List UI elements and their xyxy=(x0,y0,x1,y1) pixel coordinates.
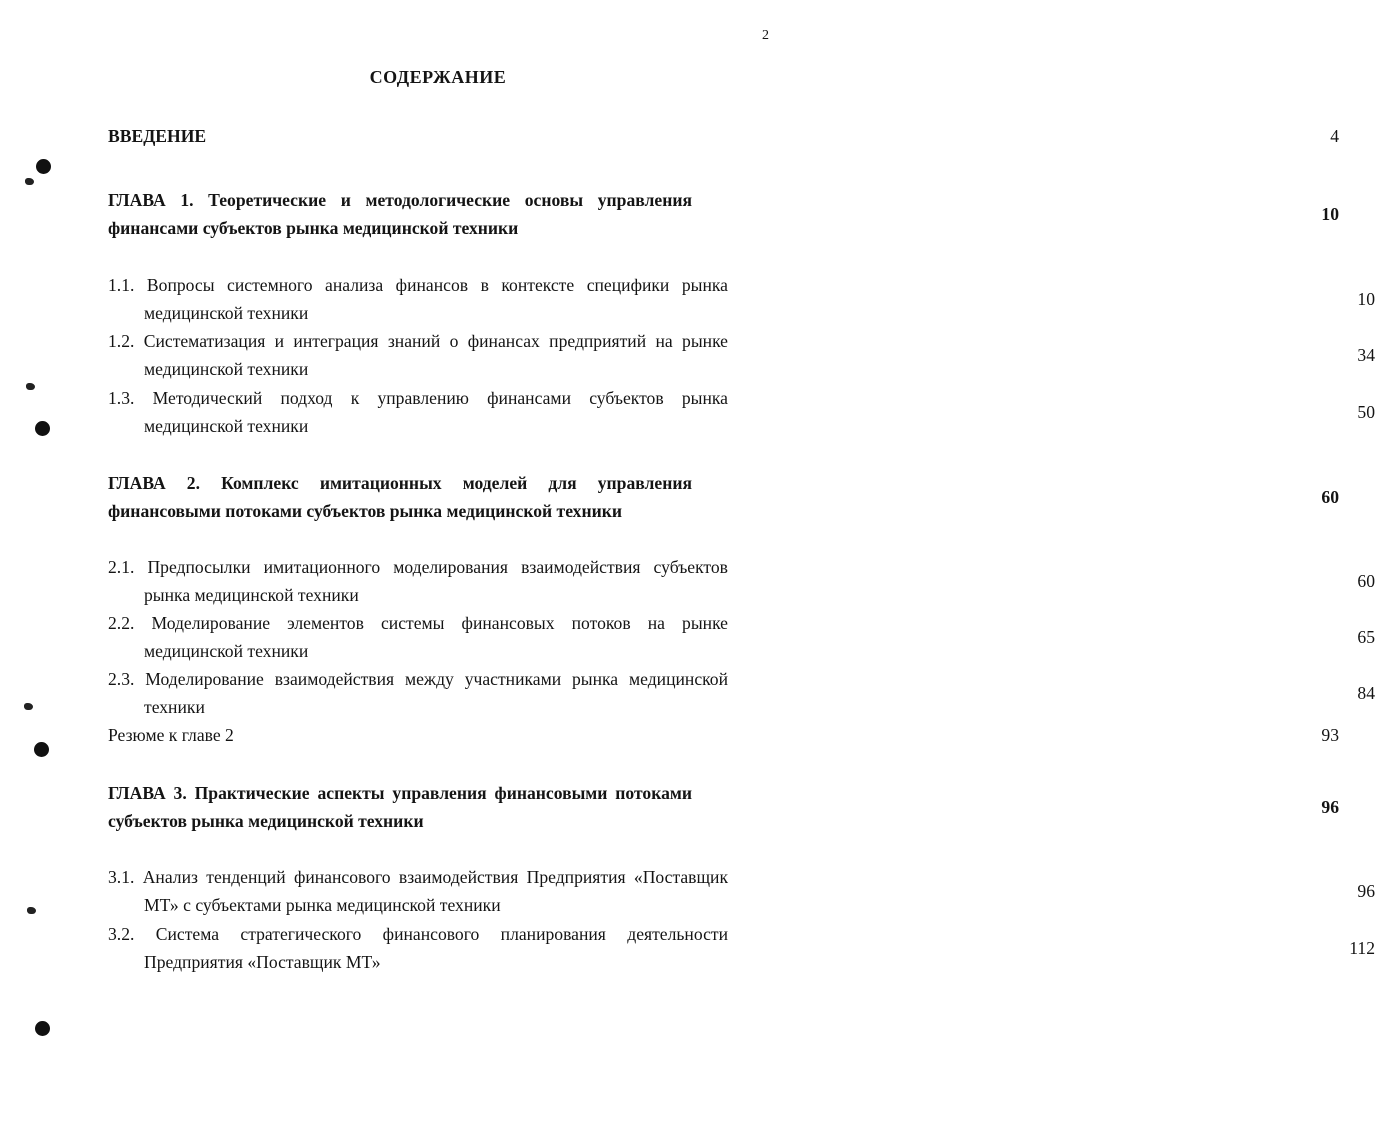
toc-section-title: 2.1. Предпосылки имитационного моделирования взаимодействия субъектов рынка медицинской техники xyxy=(108,557,728,605)
toc-section-2-3 xyxy=(108,665,1375,721)
toc-page-number: 96 xyxy=(1357,881,1375,901)
toc-page-number: 10 xyxy=(1321,204,1339,224)
toc-chapter-title: ГЛАВА 1. Теоретические и методологические основы управления финансами субъектов рынка медицинской техники xyxy=(108,190,692,238)
toc-section-title: 3.2. Система стратегического финансового планирования деятельности Предприятия «Поставщик МТ» xyxy=(108,924,728,972)
scan-speck xyxy=(25,178,34,185)
toc-section-1-3 xyxy=(108,384,1375,440)
binder-hole xyxy=(34,742,49,757)
toc-section-title: 1.1. Вопросы системного анализа финансов в контексте специфики рынка медицинской техники xyxy=(108,275,728,323)
toc-chapter-title: ГЛАВА 2. Комплекс имитационных моделей для управления финансовыми потоками субъектов рынка медицинской техники xyxy=(108,473,692,521)
toc-section-3-1 xyxy=(108,863,1375,919)
binder-hole xyxy=(36,159,51,174)
toc-page-number: 65 xyxy=(1357,627,1375,647)
binder-hole xyxy=(35,1021,50,1036)
toc-section-title: 1.3. Методический подход к управлению финансами субъектов рынка медицинской техники xyxy=(108,388,728,436)
scan-speck xyxy=(24,703,33,710)
toc-chapter-title: ГЛАВА 3. Практические аспекты управления финансовыми потоками субъектов рынка медицинской техники xyxy=(108,783,692,831)
toc-page-number: 93 xyxy=(1321,725,1339,745)
toc-page-number: 112 xyxy=(1349,938,1375,958)
toc-page-number: 84 xyxy=(1357,683,1375,703)
toc-page-number: 96 xyxy=(1321,797,1339,817)
toc-section-1-2 xyxy=(108,327,1375,383)
toc-section-title: 1.2. Систематизация и интеграция знаний о финансах предприятий на рынке медицинской техники xyxy=(108,331,728,379)
toc-section-title: 2.2. Моделирование элементов системы финансовых потоков на рынке медицинской техники xyxy=(108,613,728,661)
toc-section-1-1 xyxy=(108,271,1375,327)
toc-section-2-2 xyxy=(108,609,1375,665)
toc-chapter-3 xyxy=(108,779,1339,835)
toc-entry-intro xyxy=(108,122,1339,150)
toc-page-number: 60 xyxy=(1357,571,1375,591)
toc-section-title: 3.1. Анализ тенденций финансового взаимодействия Предприятия «Поставщик МТ» с субъектами рынка медицинской техники xyxy=(108,867,728,915)
toc-summary-title: Резюме к главе 2 xyxy=(108,725,234,745)
scan-speck xyxy=(26,383,35,390)
toc-page-number: 4 xyxy=(1330,126,1339,146)
toc-section-2-1 xyxy=(108,553,1375,609)
toc-chapter-2 xyxy=(108,469,1339,525)
toc-section-title: 2.3. Моделирование взаимодействия между участниками рынка медицинской техники xyxy=(108,669,728,717)
toc-entry-label: ВВЕДЕНИЕ xyxy=(108,126,207,146)
toc-chapter-1 xyxy=(108,186,1339,242)
toc-section-3-2 xyxy=(108,920,1375,976)
page-title: СОДЕРЖАНИЕ xyxy=(369,67,507,87)
page-number: 2 xyxy=(762,28,769,43)
scan-speck xyxy=(27,907,36,914)
toc-summary-2 xyxy=(108,721,1339,749)
toc-page-number: 60 xyxy=(1321,487,1339,507)
toc-page-number: 50 xyxy=(1357,402,1375,422)
toc-page-number: 10 xyxy=(1357,289,1375,309)
binder-hole xyxy=(35,421,50,436)
toc-page-number: 34 xyxy=(1357,345,1375,365)
